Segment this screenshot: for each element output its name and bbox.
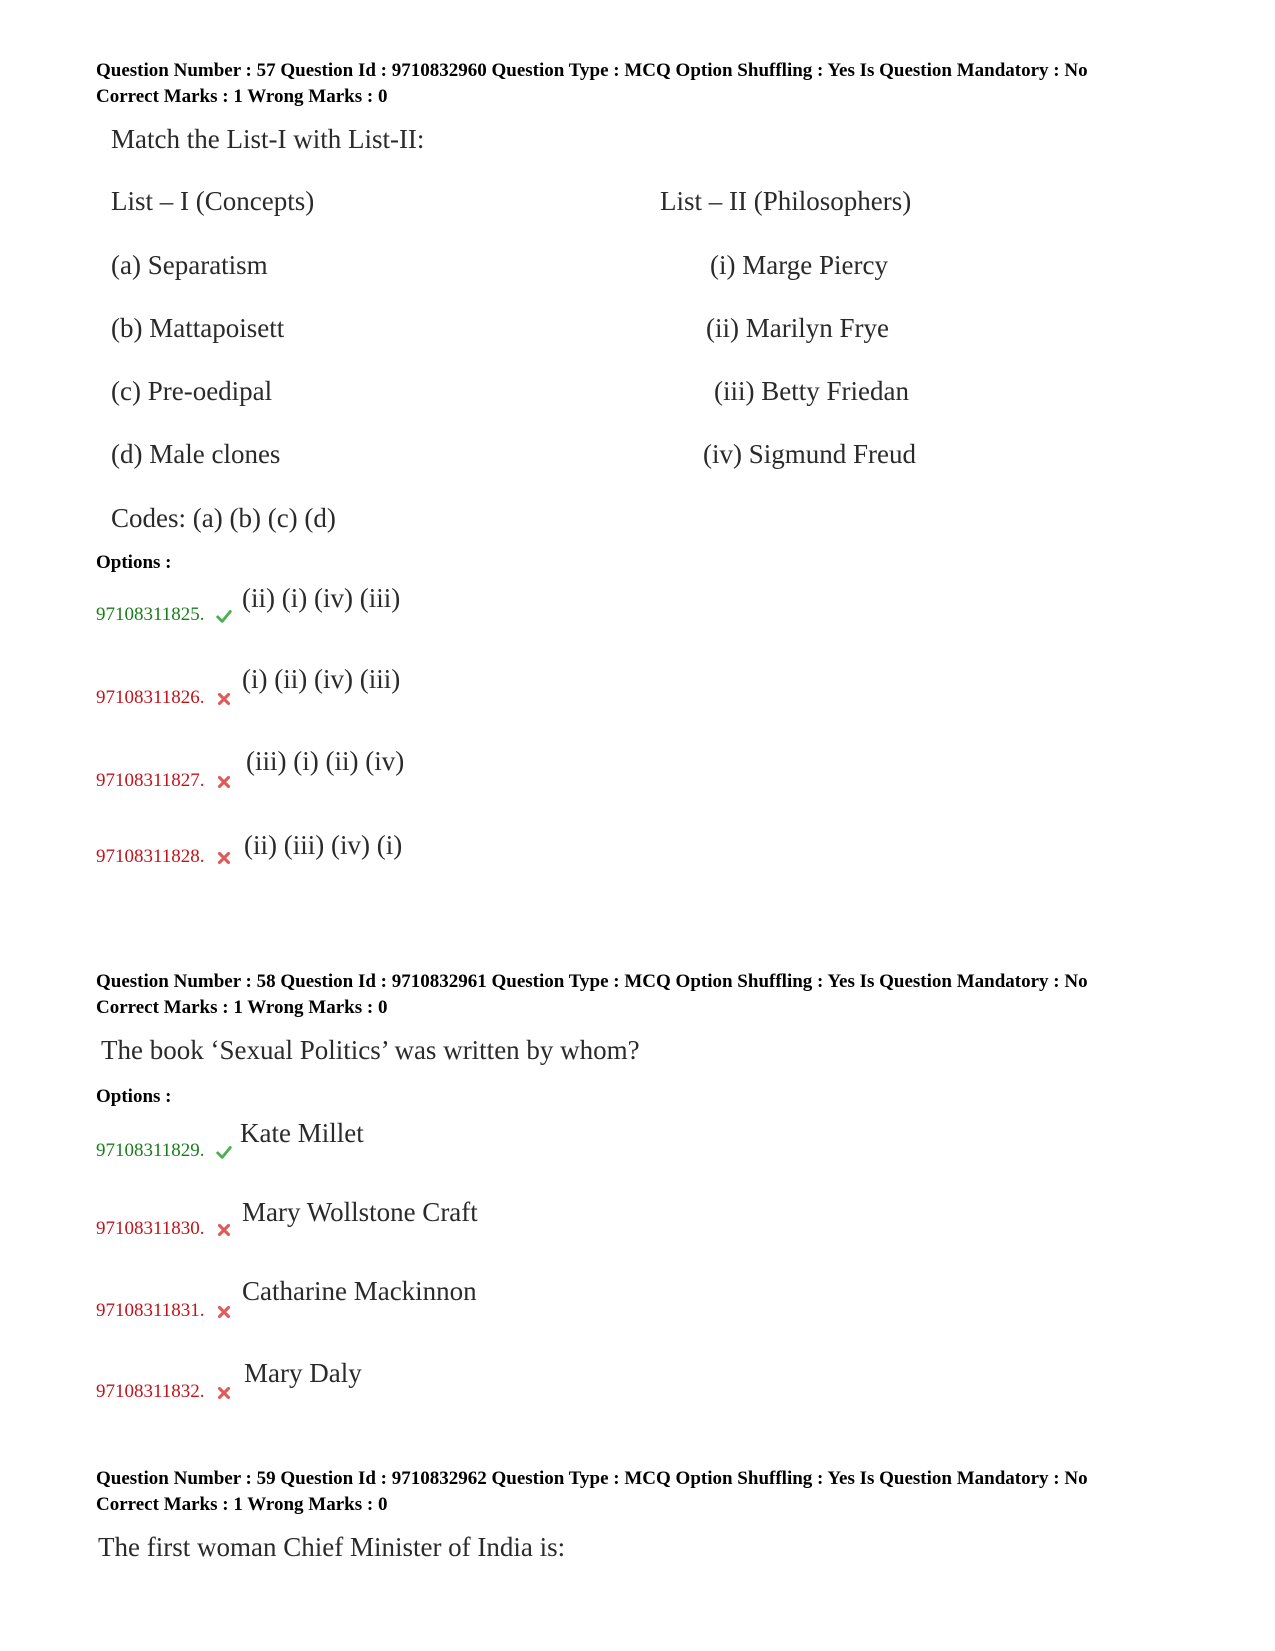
- q57-option-text: (ii) (iii) (iv) (i): [244, 830, 403, 860]
- cross-icon: [215, 849, 233, 867]
- q57-option[interactable]: [96, 770, 233, 792]
- q57-meta: [96, 58, 1088, 110]
- q57-list2-item: (ii) Marilyn Frye: [706, 313, 889, 343]
- q57-option-text: (i) (ii) (iv) (iii): [242, 664, 401, 694]
- q57-list1-item: (d) Male clones: [111, 439, 281, 469]
- q58-option-text: Mary Wollstone Craft: [242, 1197, 478, 1227]
- option-id: 97108311830.: [96, 1218, 205, 1239]
- q59-meta-line1: Question Number : 59 Question Id : 9710832962 Question Type : MCQ Option Shuffling : Yes Is Question Mandatory : No: [96, 1468, 1088, 1489]
- q58-option[interactable]: [96, 1140, 233, 1162]
- check-icon: [215, 1143, 233, 1161]
- option-id: 97108311827.: [96, 770, 205, 791]
- cross-icon: [215, 1384, 233, 1402]
- option-id: 97108311829.: [96, 1140, 205, 1161]
- q58-meta-line2: Correct Marks : 1 Wrong Marks : 0: [96, 997, 388, 1018]
- q58-option-text: Kate Millet: [240, 1118, 364, 1148]
- q58-meta: [96, 969, 1088, 1021]
- q57-meta-line2: Correct Marks : 1 Wrong Marks : 0: [96, 86, 388, 107]
- option-id: 97108311831.: [96, 1300, 205, 1321]
- q59-question: The first woman Chief Minister of India is:: [98, 1532, 566, 1562]
- option-id: 97108311826.: [96, 687, 205, 708]
- q57-list2-item: (iii) Betty Friedan: [714, 376, 909, 406]
- q58-meta-line1: Question Number : 58 Question Id : 9710832961 Question Type : MCQ Option Shuffling : Yes Is Question Mandatory : No: [96, 971, 1088, 992]
- q57-option-text: (ii) (i) (iv) (iii): [242, 583, 401, 613]
- option-id: 97108311825.: [96, 604, 205, 625]
- q58-options-label: Options :: [96, 1086, 172, 1107]
- cross-icon: [215, 1221, 233, 1239]
- q57-option[interactable]: [96, 687, 233, 709]
- q57-option[interactable]: [96, 846, 233, 868]
- q57-list1-item: (a) Separatism: [111, 250, 268, 280]
- q57-list2-item: (iv) Sigmund Freud: [703, 439, 916, 469]
- q57-option[interactable]: [96, 604, 233, 626]
- q58-option[interactable]: [96, 1218, 233, 1240]
- q58-option[interactable]: [96, 1300, 233, 1322]
- q59-meta-line2: Correct Marks : 1 Wrong Marks : 0: [96, 1494, 388, 1515]
- q57-meta-line1: Question Number : 57 Question Id : 9710832960 Question Type : MCQ Option Shuffling : Yes Is Question Mandatory : No: [96, 60, 1088, 81]
- q57-list2-header: List – II (Philosophers): [660, 186, 912, 216]
- q57-options-label: Options :: [96, 552, 172, 573]
- check-icon: [215, 607, 233, 625]
- q57-codes: Codes: (a) (b) (c) (d): [111, 503, 336, 533]
- q58-option-text: Catharine Mackinnon: [242, 1276, 477, 1306]
- q59-meta: [96, 1466, 1088, 1518]
- cross-icon: [215, 1303, 233, 1321]
- q57-option-text: (iii) (i) (ii) (iv): [246, 746, 405, 776]
- q57-instruction: Match the List-I with List-II:: [111, 124, 425, 154]
- option-id: 97108311832.: [96, 1381, 205, 1402]
- q58-question: The book ‘Sexual Politics’ was written by whom?: [101, 1035, 640, 1065]
- q57-list1-item: (b) Mattapoisett: [111, 313, 285, 343]
- q57-list2-item: (i) Marge Piercy: [710, 250, 888, 280]
- q57-list1-header: List – I (Concepts): [111, 186, 315, 216]
- cross-icon: [215, 773, 233, 791]
- q58-option-text: Mary Daly: [244, 1358, 362, 1388]
- option-id: 97108311828.: [96, 846, 205, 867]
- q57-list1-item: (c) Pre-oedipal: [111, 376, 273, 406]
- cross-icon: [215, 690, 233, 708]
- q58-option[interactable]: [96, 1381, 233, 1403]
